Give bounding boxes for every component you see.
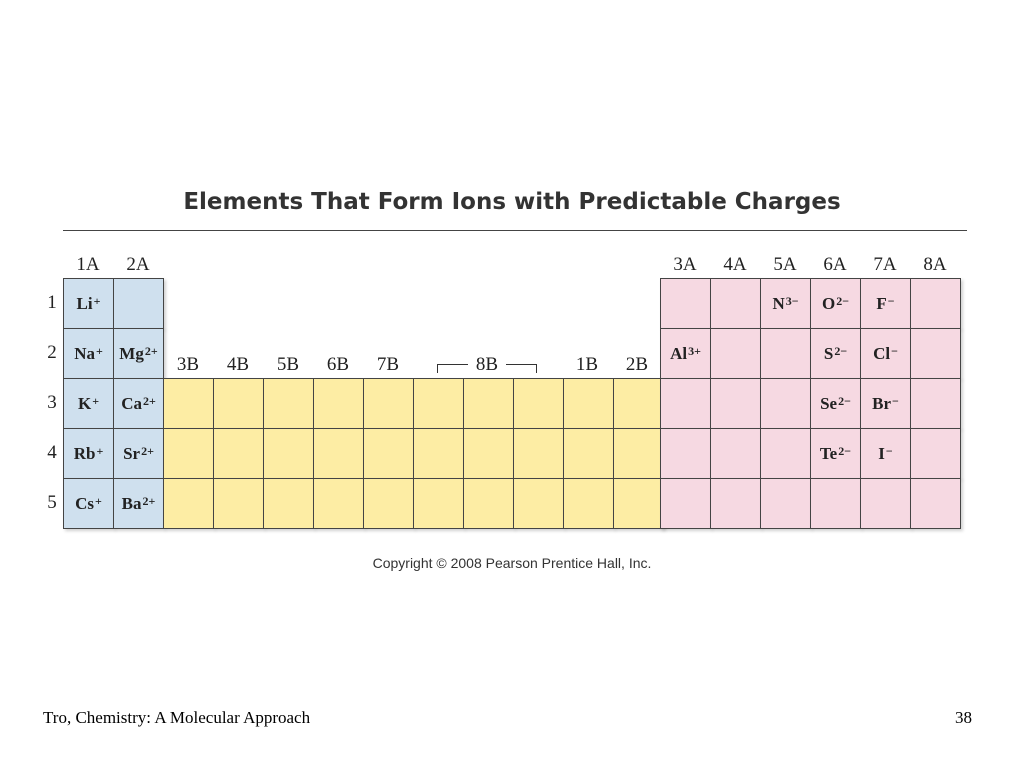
footer-source: Tro, Chemistry: A Molecular Approach [43,708,311,727]
cell-empty [363,478,414,529]
cell-empty [513,428,564,479]
cell-n: N $^{3-}$ [760,278,811,329]
cell-empty [660,478,711,529]
cell-empty [163,478,214,529]
cell-empty [363,378,414,429]
cell-empty [910,478,961,529]
cell-empty [613,428,664,479]
period-label-4: 4 [47,442,57,463]
cell-empty [760,478,811,529]
cell-empty [613,378,664,429]
cell-empty [860,478,911,529]
group-label-7b: 7B [376,354,400,375]
cell-se: Se $^{2-}$ [810,378,861,429]
group-label-4b: 4B [226,354,250,375]
cell-empty [313,478,364,529]
cell-empty [710,378,761,429]
group-label-6a: 6A [823,254,847,275]
cell-empty [213,378,264,429]
cell-empty [810,478,861,529]
cell-empty [563,478,614,529]
cell-empty [413,478,464,529]
cell-empty [910,278,961,329]
cell-sr: Sr $^{2+}$ [113,428,164,479]
cell-empty [463,378,514,429]
cell-br: Br − [860,378,911,429]
cell-empty [710,328,761,379]
cell-empty [660,428,711,479]
cell-empty [213,478,264,529]
cell-empty [660,278,711,329]
cell-empty [710,428,761,479]
cell-empty [463,478,514,529]
cell-cs: Cs + [63,478,114,529]
cell-empty [363,428,414,479]
cell-ca: Ca $^{2+}$ [113,378,164,429]
cell-empty [910,428,961,479]
copyright-notice: Copyright © 2008 Pearson Prentice Hall, Inc. [372,555,652,571]
cell-empty [760,378,811,429]
cell-o: O $^{2-}$ [810,278,861,329]
period-label-2: 2 [47,342,57,363]
cell-empty [513,378,564,429]
cell-k: K + [63,378,114,429]
cell-s: S $^{2-}$ [810,328,861,379]
group-label-2b: 2B [625,354,649,375]
group-label-1a: 1A [76,254,100,275]
cell-empty [660,378,711,429]
cell-empty [263,378,314,429]
cell-empty [413,428,464,479]
cell-ba: Ba $^{2+}$ [113,478,164,529]
group-label-8b: 8B [475,354,499,375]
cell-empty [513,478,564,529]
cell-empty [910,328,961,379]
cell-rb: Rb + [63,428,114,479]
cell-empty [563,378,614,429]
cell-empty [710,278,761,329]
cell-na: Na + [63,328,114,379]
period-label-5: 5 [47,492,57,513]
slide-number: 38 [955,708,972,727]
cell-empty [163,428,214,479]
cell-te: Te $^{2-}$ [810,428,861,479]
group-label-3b: 3B [176,354,200,375]
cell-empty [710,478,761,529]
cell-empty [910,378,961,429]
group-label-1b: 1B [575,354,599,375]
diagram-title: Elements That Form Ions with Predictable Charges [183,189,841,215]
cell-empty [613,478,664,529]
cell-al: Al $^{3+}$ [660,328,711,379]
group-label-8a: 8A [923,254,947,275]
cell-empty [760,328,811,379]
cell-empty [760,428,811,479]
cell-empty [213,428,264,479]
cell-empty [313,428,364,479]
group-8b-bracket-right [506,364,537,373]
group-label-5b: 5B [276,354,300,375]
cell-empty [263,478,314,529]
group-label-7a: 7A [873,254,897,275]
period-label-1: 1 [47,292,57,313]
cell-li: Li + [63,278,114,329]
title-rule [63,230,967,231]
cell-mg: Mg $^{2+}$ [113,328,164,379]
cell-empty [313,378,364,429]
cell-empty [263,428,314,479]
cell-empty [413,378,464,429]
cell-empty [113,278,164,329]
cell-empty [163,378,214,429]
cell-cl: Cl − [860,328,911,379]
group-label-3a: 3A [673,254,697,275]
cell-empty [463,428,514,479]
cell-empty [563,428,614,479]
period-label-3: 3 [47,392,57,413]
group-label-5a: 5A [773,254,797,275]
group-label-4a: 4A [723,254,747,275]
cell-i: I − [860,428,911,479]
group-label-2a: 2A [126,254,150,275]
group-label-6b: 6B [326,354,350,375]
cell-f: F − [860,278,911,329]
